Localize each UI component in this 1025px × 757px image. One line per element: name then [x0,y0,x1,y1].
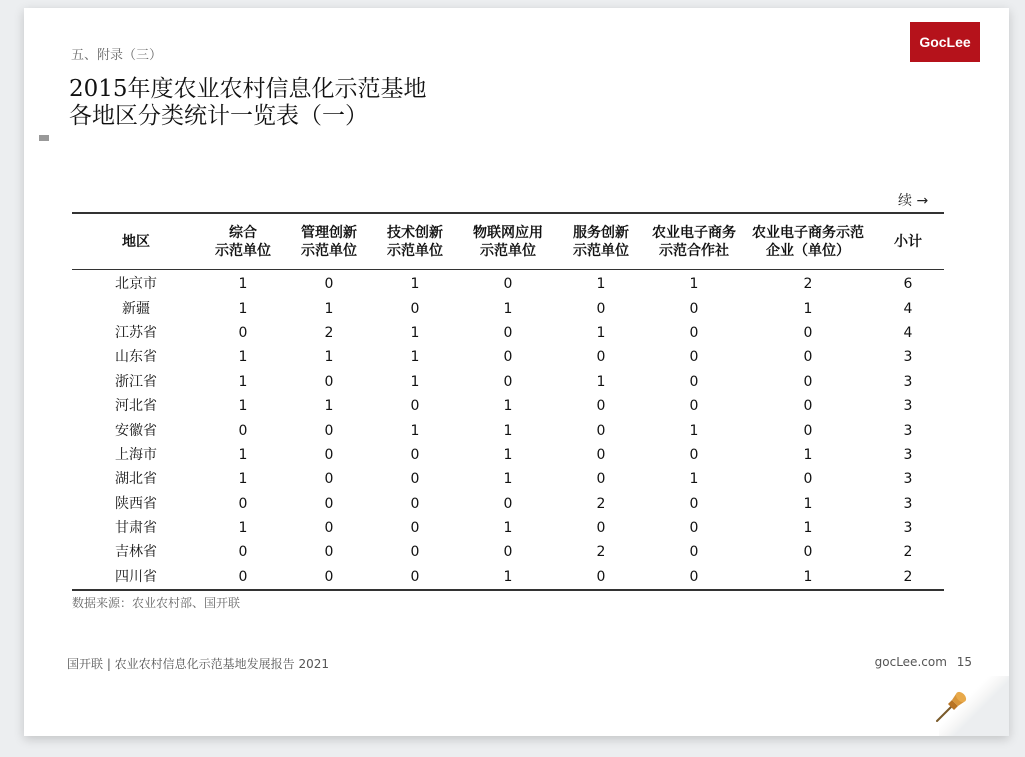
value-cell: 3 [903,495,913,512]
value-cell: 1 [503,520,513,537]
value-cell: 3 [903,398,913,415]
value-cell: 0 [238,568,248,585]
region-cell: 河北省 [115,398,157,415]
column-header-line2: 示范单位 [480,242,536,259]
table-row [72,492,944,516]
value-cell: 0 [324,276,334,293]
title-line-2: 各地区分类统计一览表（一） [69,103,368,129]
value-cell: 1 [503,568,513,585]
value-cell: 0 [803,373,813,390]
column-header-line1: 农业电子商务 [652,224,736,241]
column-header-line2: 示范单位 [215,242,271,259]
value-cell: 0 [689,495,699,512]
value-cell: 0 [410,398,420,415]
value-cell: 2 [324,324,334,341]
value-cell: 1 [238,349,248,366]
footer-report-title: 国开联 | 农业农村信息化示范基地发展报告 2021 [67,657,330,671]
value-cell: 1 [803,568,813,585]
value-cell: 0 [503,324,513,341]
value-cell: 1 [410,422,420,439]
value-cell: 0 [503,544,513,561]
column-header [458,213,558,270]
table-row [72,321,944,345]
table-row [72,540,944,564]
value-cell: 2 [803,276,813,293]
table-row [72,516,944,540]
value-cell: 0 [689,300,699,317]
value-cell: 0 [689,520,699,537]
page-title [69,76,427,130]
column-header-line2: 示范单位 [573,242,629,259]
value-cell: 1 [803,495,813,512]
value-cell: 3 [903,349,913,366]
region-cell: 甘肃省 [115,520,157,537]
column-header-line1: 技术创新 [387,224,443,241]
value-cell: 0 [803,324,813,341]
region-cell: 山东省 [115,349,157,366]
value-cell: 4 [903,300,913,317]
value-cell: 1 [803,300,813,317]
table-row [72,345,944,369]
value-cell: 0 [238,544,248,561]
value-cell: 0 [324,373,334,390]
value-cell: 0 [596,300,606,317]
value-cell: 1 [238,300,248,317]
value-cell: 6 [903,276,913,293]
value-cell: 1 [596,276,606,293]
statistics-table [72,212,944,591]
value-cell: 0 [803,422,813,439]
value-cell: 1 [689,422,699,439]
value-cell: 0 [689,568,699,585]
value-cell: 0 [503,276,513,293]
table-row [72,418,944,442]
value-cell: 0 [324,446,334,463]
value-cell: 0 [410,544,420,561]
value-cell: 0 [238,495,248,512]
region-cell: 上海市 [115,446,157,463]
value-cell: 1 [503,471,513,488]
value-cell: 0 [803,471,813,488]
value-cell: 1 [238,398,248,415]
value-cell: 2 [596,544,606,561]
value-cell: 0 [689,446,699,463]
region-cell: 浙江省 [115,373,157,390]
table-row [72,394,944,418]
value-cell: 0 [689,398,699,415]
pushpin-icon [934,688,970,724]
value-cell: 0 [410,520,420,537]
value-cell: 3 [903,471,913,488]
value-cell: 1 [238,520,248,537]
column-header-line1: 综合 [229,224,257,241]
value-cell: 0 [596,349,606,366]
value-cell: 1 [324,300,334,317]
table-row [72,270,944,297]
column-header [72,213,200,270]
value-cell: 1 [238,373,248,390]
value-cell: 0 [238,324,248,341]
region-cell: 吉林省 [115,544,157,561]
region-cell: 江苏省 [115,324,157,341]
value-cell: 3 [903,422,913,439]
value-cell: 3 [903,446,913,463]
value-cell: 0 [238,422,248,439]
region-cell: 陕西省 [115,495,157,512]
column-header-line1: 管理创新 [301,224,357,241]
value-cell: 2 [903,544,913,561]
report-page [24,8,1009,736]
table-row [72,443,944,467]
value-cell: 1 [503,300,513,317]
value-cell: 0 [689,373,699,390]
page-number: 15 [956,655,972,669]
value-cell: 1 [410,276,420,293]
value-cell: 0 [324,471,334,488]
value-cell: 0 [596,446,606,463]
column-header-line2: 示范单位 [387,242,443,259]
footer-site: gocLee.com [874,655,947,669]
value-cell: 1 [410,324,420,341]
column-header-line1: 服务创新 [573,224,629,241]
footer-site-page [875,655,972,669]
goclee-logo: GocLee [910,22,980,62]
column-header-line2: 企业（单位） [766,242,850,259]
table-row [72,370,944,394]
column-header [644,213,744,270]
value-cell: 3 [903,520,913,537]
value-cell: 1 [503,422,513,439]
column-header-line1: 物联网应用 [473,224,543,241]
table-header-row [72,213,944,270]
value-cell: 0 [503,373,513,390]
value-cell: 0 [410,471,420,488]
table-row [72,565,944,590]
value-cell: 1 [324,398,334,415]
value-cell: 1 [503,446,513,463]
value-cell: 0 [689,349,699,366]
value-cell: 0 [596,520,606,537]
region-cell: 北京市 [115,276,157,293]
value-cell: 0 [410,446,420,463]
value-cell: 0 [596,398,606,415]
value-cell: 1 [689,276,699,293]
region-cell: 四川省 [115,568,157,585]
value-cell: 1 [238,276,248,293]
value-cell: 2 [596,495,606,512]
value-cell: 1 [410,373,420,390]
region-cell: 安徽省 [115,422,157,439]
column-header-line2: 示范单位 [301,242,357,259]
table-row [72,467,944,491]
column-header [372,213,458,270]
column-header [558,213,644,270]
value-cell: 0 [324,495,334,512]
value-cell: 0 [689,324,699,341]
side-marker [39,135,49,141]
value-cell: 1 [803,446,813,463]
column-header-line1: 农业电子商务示范 [752,224,864,241]
value-cell: 0 [689,544,699,561]
table-body [72,270,944,591]
value-cell: 1 [410,349,420,366]
column-header [286,213,372,270]
column-header [872,213,944,270]
section-label: 五、附录（三） [71,48,163,63]
value-cell: 0 [410,568,420,585]
column-header [200,213,286,270]
value-cell: 1 [596,324,606,341]
value-cell: 0 [803,398,813,415]
column-header [744,213,872,270]
value-cell: 1 [596,373,606,390]
value-cell: 2 [903,568,913,585]
value-cell: 0 [324,568,334,585]
table-row [72,296,944,320]
value-cell: 0 [324,520,334,537]
data-source: 数据来源：农业农村部、国开联 [72,596,241,610]
value-cell: 4 [903,324,913,341]
value-cell: 1 [324,349,334,366]
value-cell: 1 [238,446,248,463]
region-cell: 湖北省 [115,471,157,488]
value-cell: 1 [238,471,248,488]
value-cell: 0 [596,568,606,585]
value-cell: 0 [503,349,513,366]
value-cell: 1 [689,471,699,488]
value-cell: 0 [324,544,334,561]
value-cell: 1 [803,520,813,537]
region-cell: 新疆 [122,300,150,317]
column-header-line1: 小计 [894,233,922,250]
column-header-line1: 地区 [122,233,150,250]
value-cell: 0 [803,544,813,561]
value-cell: 0 [410,300,420,317]
value-cell: 0 [596,471,606,488]
value-cell: 3 [903,373,913,390]
value-cell: 1 [503,398,513,415]
value-cell: 0 [596,422,606,439]
value-cell: 0 [324,422,334,439]
value-cell: 0 [803,349,813,366]
title-line-1: 2015年度农业农村信息化示范基地 [69,76,427,102]
continued-label: 续 → [898,193,929,209]
value-cell: 0 [410,495,420,512]
value-cell: 0 [503,495,513,512]
column-header-line2: 示范合作社 [659,242,729,259]
